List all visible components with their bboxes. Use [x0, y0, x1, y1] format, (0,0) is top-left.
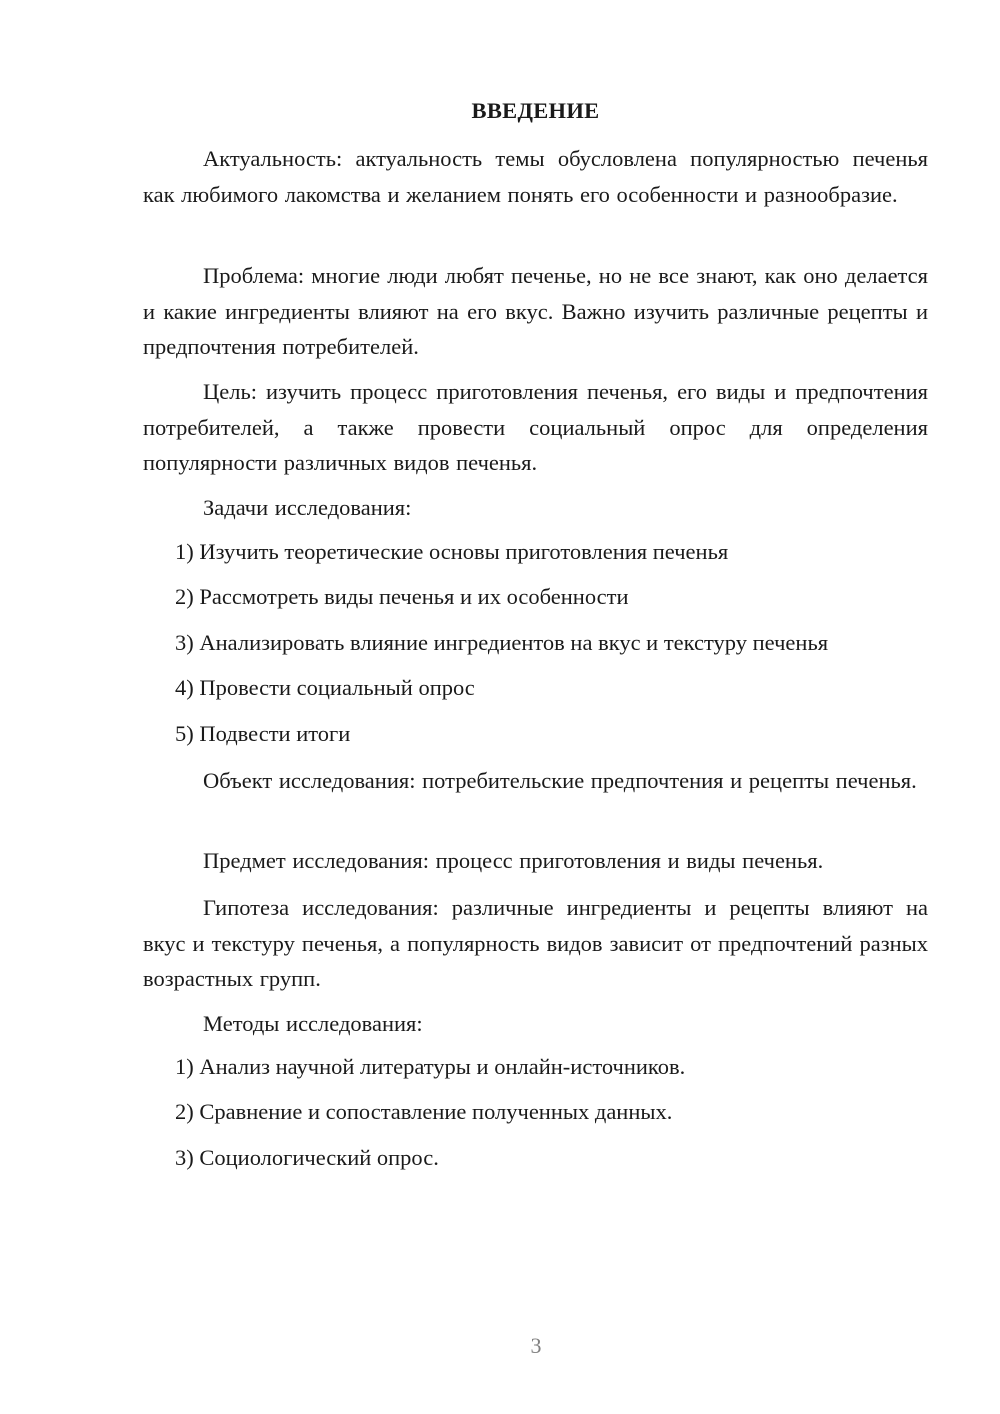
- hypothesis-paragraph: Гипотеза исследования: различные ингредиенты и рецепты влияют на вкус и текстуру печенья, а популярность видов зависит от предпочтений разных возрастных групп.: [143, 895, 928, 991]
- task-item: 1) Изучить теоретические основы приготовления печенья: [175, 539, 729, 564]
- subject-paragraph: Предмет исследования: процесс приготовления и виды печенья.: [203, 848, 824, 873]
- task-item: 4) Провести социальный опрос: [175, 675, 475, 700]
- page-title: ВВЕДЕНИЕ: [471, 98, 600, 123]
- task-item: 5) Подвести итоги: [175, 721, 351, 746]
- object-paragraph: Объект исследования: потребительские предпочтения и рецепты печенья.: [203, 768, 917, 793]
- task-item: 2) Рассмотреть виды печенья и их особенности: [175, 584, 629, 609]
- goal-paragraph: Цель: изучить процесс приготовления печенья, его виды и предпочтения потребителей, а также провести социальный опрос для определения популярности различных видов печенья.: [143, 379, 928, 475]
- task-item: 3) Анализировать влияние ингредиентов на вкус и текстуру печенья: [175, 630, 829, 655]
- method-item: 2) Сравнение и сопоставление полученных данных.: [175, 1099, 673, 1124]
- relevance-paragraph: Актуальность: актуальность темы обусловлена популярностью печенья как любимого лакомства и желанием понять его особенности и разнообразие.: [143, 146, 928, 207]
- tasks-heading: Задачи исследования:: [203, 495, 412, 520]
- method-item: 3) Социологический опрос.: [175, 1145, 439, 1170]
- page-number: 3: [530, 1333, 542, 1358]
- problem-paragraph: Проблема: многие люди любят печенье, но не все знают, как оно делается и какие ингредиенты влияют на его вкус. Важно изучить различные рецепты и предпочтения потребителей.: [143, 263, 928, 359]
- method-item: 1) Анализ научной литературы и онлайн-источников.: [175, 1054, 686, 1079]
- methods-heading: Методы исследования:: [203, 1011, 423, 1036]
